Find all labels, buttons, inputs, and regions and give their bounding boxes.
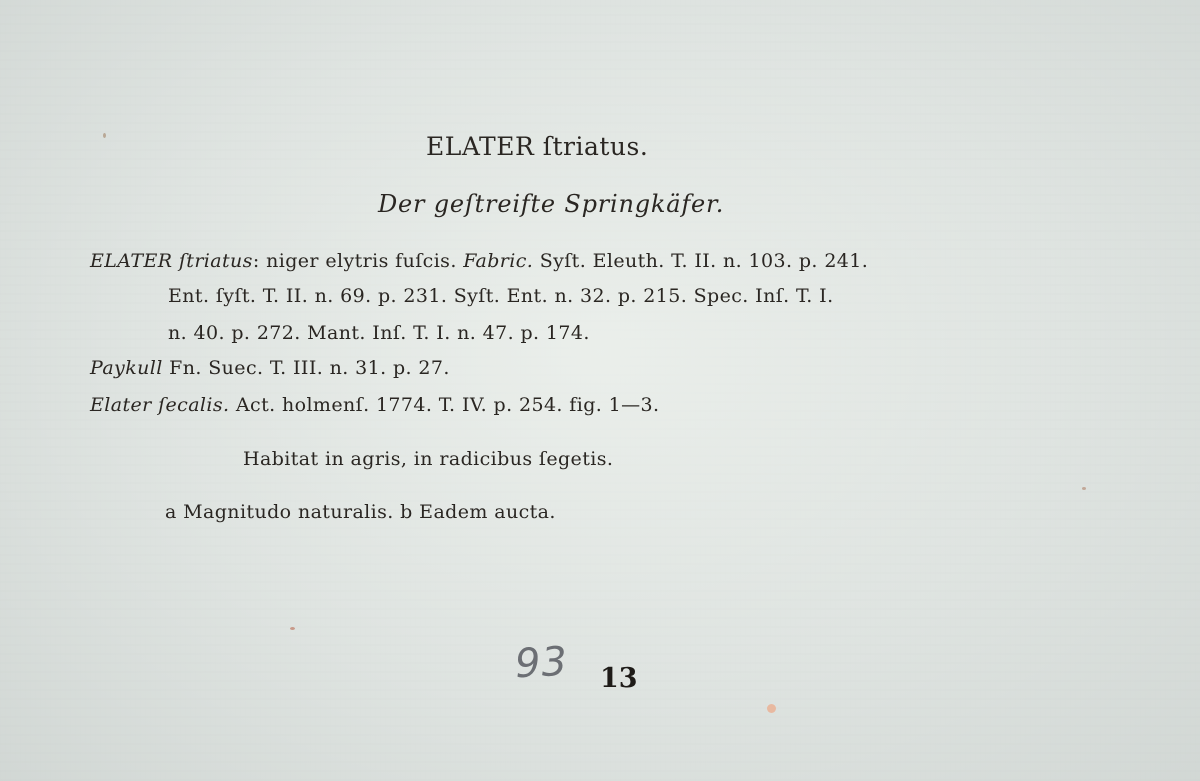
reference-line-synonym bbox=[90, 394, 659, 416]
pencil-annotation: 93 bbox=[513, 638, 570, 688]
page-number: 13 bbox=[600, 663, 638, 694]
paper-fleck bbox=[767, 704, 776, 713]
paper-fleck bbox=[1082, 487, 1086, 490]
reference-line-mant-ins: n. 40. p. 272. Mant. Inſ. T. I. n. 47. p. 174. bbox=[168, 322, 590, 344]
citation-text: Act. holmenſ. 1774. T. IV. p. 254. fig. 1—3. bbox=[229, 394, 660, 416]
habitat-text: Habitat in agris, in radicibus ſegetis. bbox=[243, 448, 614, 470]
paper-fleck bbox=[103, 133, 106, 138]
reference-line-ent-syst: Ent. ſyſt. T. II. n. 69. p. 231. Syſt. Ent. n. 32. p. 215. Spec. Inſ. T. I. bbox=[168, 285, 834, 307]
species-title: ELATER ſtriatus. bbox=[426, 132, 649, 161]
german-common-name: Der geſtreifte Springkäfer. bbox=[378, 190, 725, 218]
citation-text: Fn. Suec. T. III. n. 31. p. 27. bbox=[162, 357, 450, 379]
species-name: ELATER ſtriatus bbox=[90, 250, 253, 272]
author-fabricius: Fabric. bbox=[463, 250, 534, 272]
author-paykull: Paykull bbox=[90, 357, 163, 379]
reference-line-paykull bbox=[90, 357, 450, 379]
synonym-name: Elater ſecalis. bbox=[90, 394, 230, 416]
species-diagnosis: : niger elytris fuſcis. bbox=[252, 250, 464, 272]
reference-line-fabricius bbox=[90, 250, 868, 272]
figure-legend: a Magnitudo naturalis. b Eadem aucta. bbox=[165, 501, 556, 523]
paper-fleck bbox=[290, 627, 295, 630]
citation-text: Syſt. Eleuth. T. II. n. 103. p. 241. bbox=[533, 250, 869, 272]
